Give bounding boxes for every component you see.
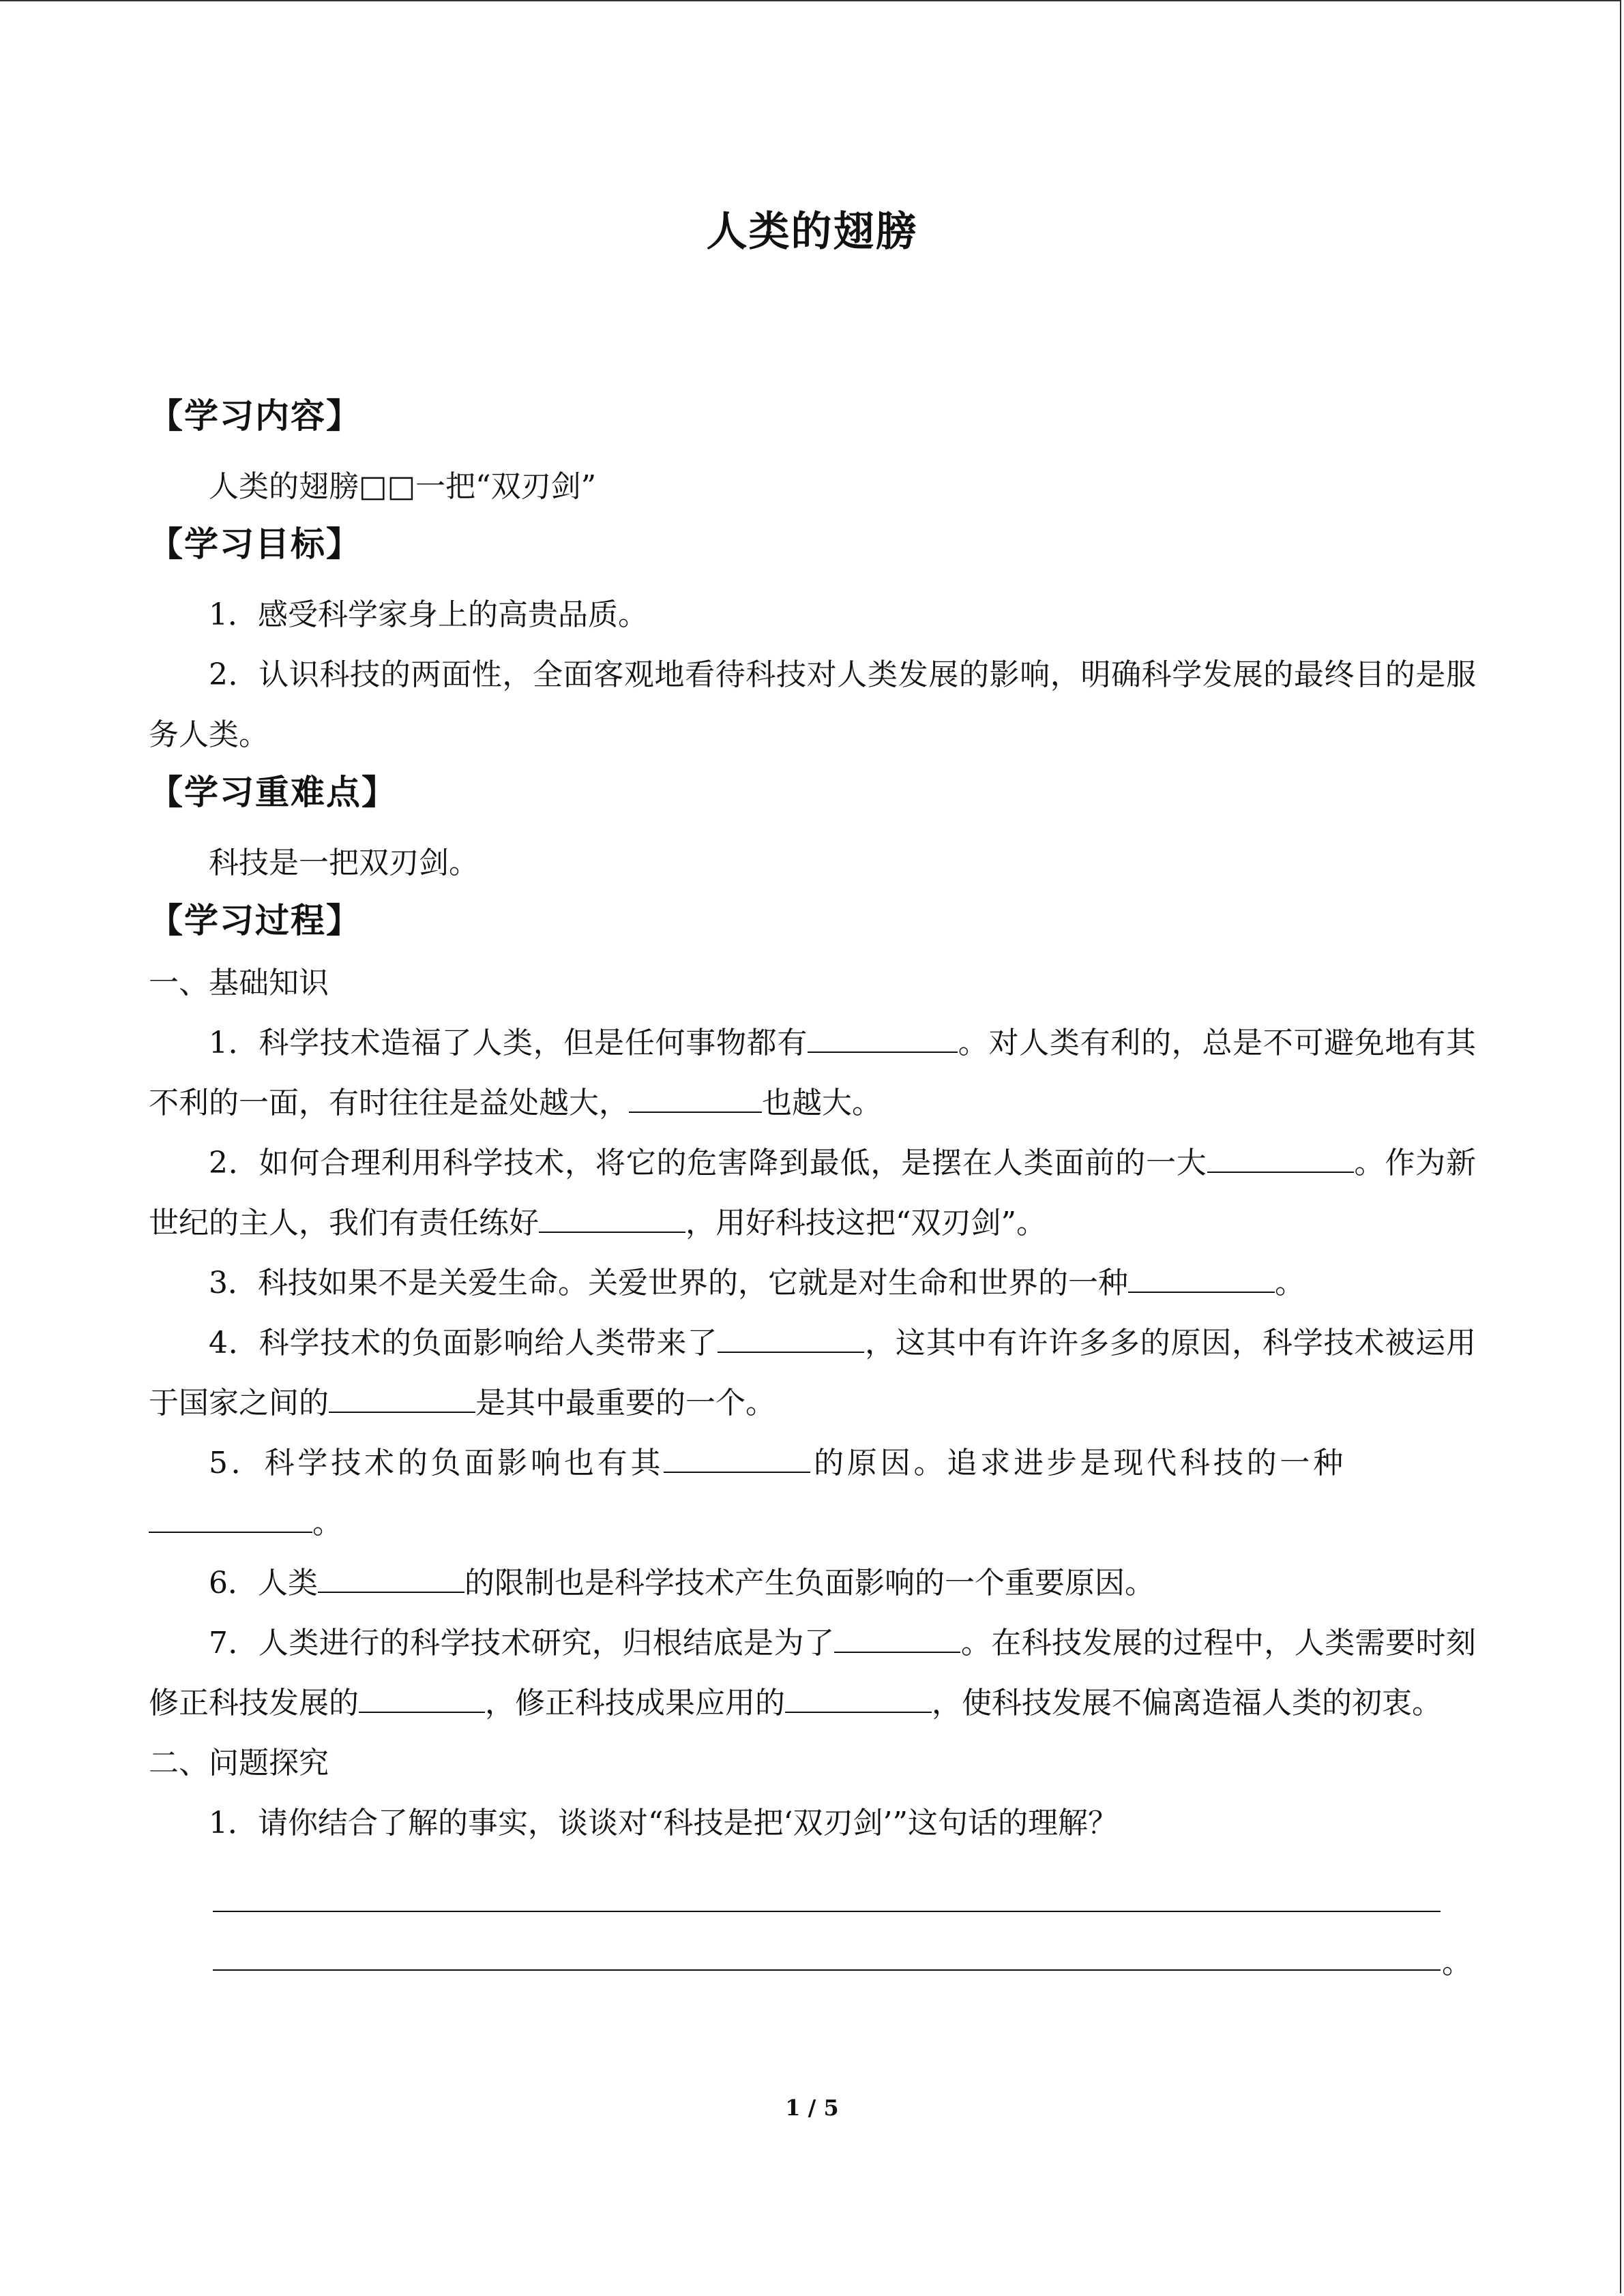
inquiry-question-1: 1．请你结合了解的事实，谈谈对“科技是把‘双刃剑’”这句话的理解？ [209,1806,1118,1840]
question-7: 7．人类进行的科学技术研究，归根结底是为了 。在科技发展的过程中，人类需要时刻修正科技发展的 ，修正科技成果应用的 ，使科技发展不偏离造福人类的初衷。 [149,1626,1476,1720]
fill-blank[interactable] [808,1024,958,1053]
page-number: 1 / 5 [785,2095,839,2121]
fill-blank[interactable] [718,1324,864,1353]
fill-blank[interactable] [318,1564,464,1593]
learning-content-text: 人类的翅膀□□一把“双刃剑” [209,469,597,504]
question-1: 1．科学技术造福了人类，但是任何事物都有 。对人类有利的，总是不可避免地有其不利的一面，有时往往是益处越大， 也越大。 [149,1026,1476,1120]
document-body [149,205,1477,1980]
heading-learning-process: 【学习过程】 [149,901,361,940]
answer-line[interactable] [213,1912,1472,1980]
question-5: 5．科学技术的负面影响也有其 的原因。追求进步是现代科技的一种。 [149,1433,1476,1553]
part-1-title: 一、基础知识 [149,966,329,1000]
heading-learning-goals: 【学习目标】 [149,524,361,564]
heading-key-points: 【学习重难点】 [149,773,397,812]
fill-blank[interactable] [664,1444,810,1473]
heading-learning-content: 【学习内容】 [149,396,361,436]
part-2-title: 二、问题探究 [149,1746,329,1780]
fill-blank[interactable] [329,1384,475,1413]
fill-blank[interactable] [539,1204,685,1233]
fill-blank[interactable] [834,1624,960,1653]
fill-blank[interactable] [1128,1264,1275,1293]
question-4: 4．科学技术的负面影响给人类带来了 ，这其中有许许多多的原因，科学技术被运用于国家之间的 是其中最重要的一个。 [149,1326,1477,1420]
fill-blank[interactable] [1207,1144,1354,1173]
question-6: 6．人类 的限制也是科学技术产生负面影响的一个重要原因。 [209,1566,1155,1600]
fill-blank[interactable] [785,1684,932,1713]
document-title: 人类的翅膀 [706,208,918,256]
question-2: 2．如何合理利用科学技术，将它的危害降到最低，是摆在人类面前的一大 。作为新世纪的主人，我们有责任练好 ，用好科技这把“双刃剑”。 [149,1146,1476,1240]
goal-1: 1．感受科学家身上的高贵品质。 [209,597,648,632]
spacer [149,259,1476,389]
goal-2: 2．认识科技的两面性，全面客观地看待科技对人类发展的影响，明确科学发展的最终目的是服务人类。 [149,657,1476,752]
answer-end-mark: 。 [1442,1945,1472,1980]
fill-blank[interactable] [359,1684,485,1713]
answer-line[interactable] [213,1853,1441,1912]
fill-blank[interactable] [149,1504,312,1533]
key-points-text: 科技是一把双刃剑。 [209,846,479,880]
fill-blank[interactable] [629,1084,762,1113]
question-3: 3．科技如果不是关爱生命。关爱世界的，它就是对生命和世界的一种 。 [209,1266,1305,1300]
